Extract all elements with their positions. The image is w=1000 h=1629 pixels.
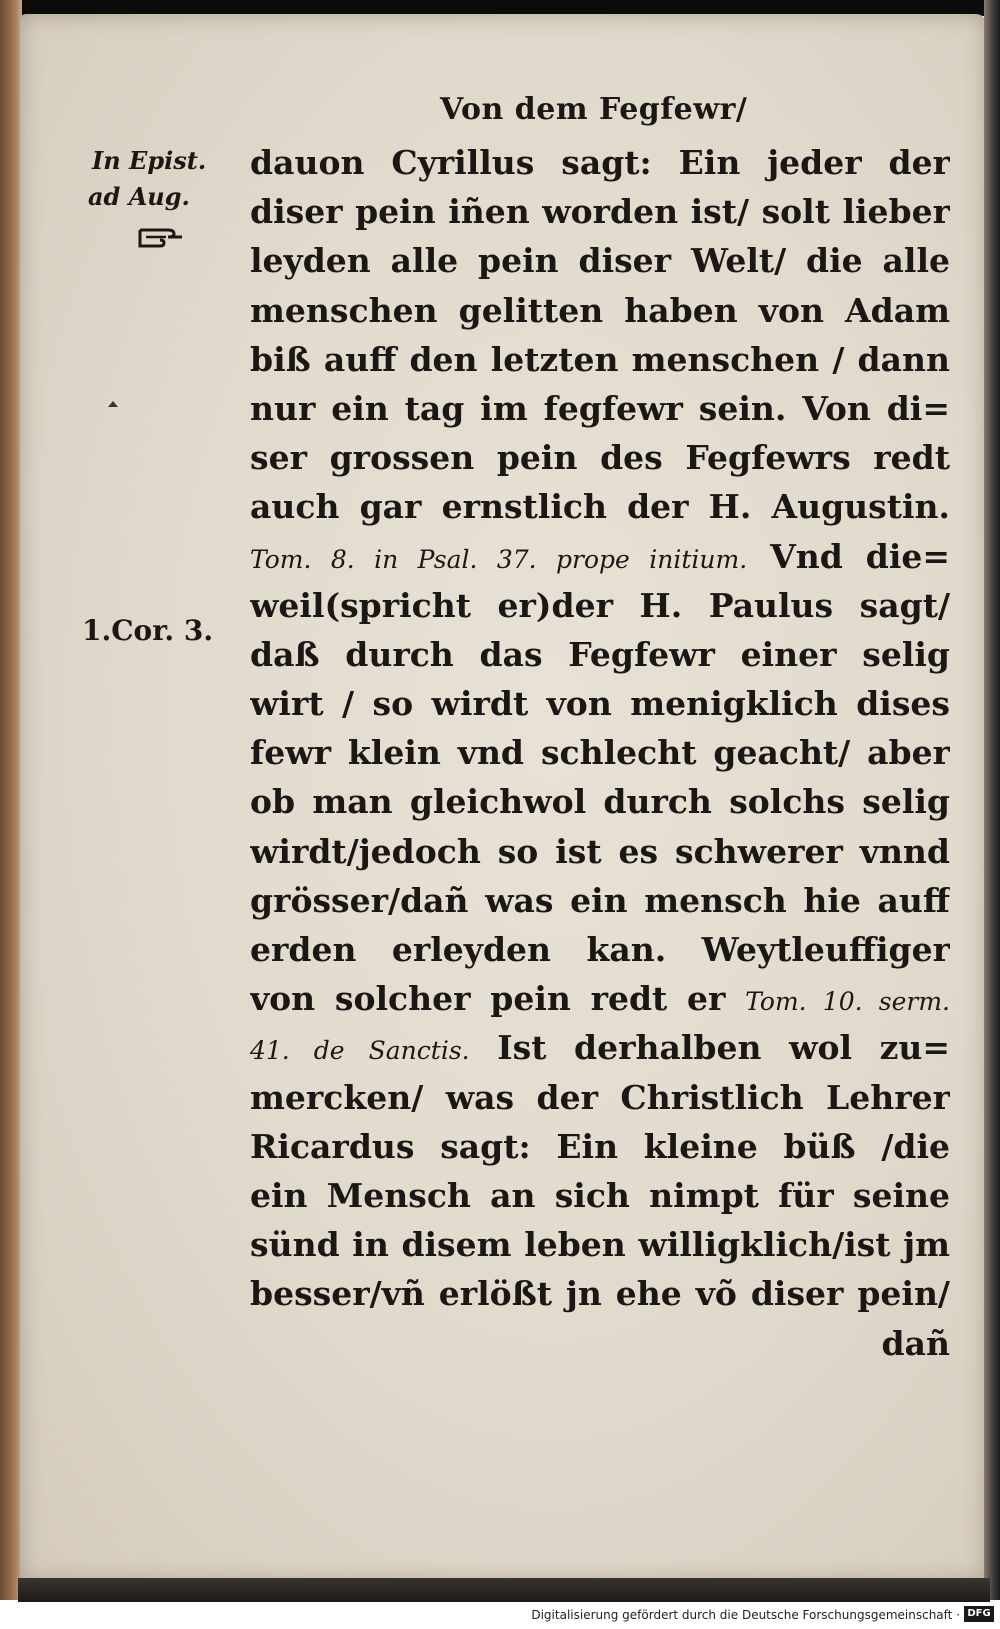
text-line-1: dauon Cyrillus sagt: Ein jeder der (250, 143, 950, 182)
text-line-21: Ricardus sagt: Ein kleine büß /die (250, 1126, 950, 1166)
text-line-13: fewr klein vnd schlecht geacht/ aber (250, 733, 950, 773)
latin-citation-2: Tom. 10. serm. (745, 987, 950, 1017)
text-line-5: biß auff den letzten menschen / dann (250, 339, 950, 379)
latin-citation-1: Tom. 8. in Psal. 37. prope initium. (250, 544, 748, 574)
running-title: Von dem Fegfewr/ (440, 92, 748, 127)
dfg-logo: DFG (964, 1606, 994, 1622)
text-line-18 (250, 974, 950, 1023)
catchword: dañ (881, 1323, 950, 1363)
scan-right-edge (984, 0, 1000, 1600)
text-line-14: ob man gleichwol durch solchs selig (250, 782, 950, 822)
scan-bottom-shadow (18, 1578, 990, 1602)
text-line-2: diser pein iñen worden ist/ solt lieber (250, 192, 950, 232)
text-line-10: weil(spricht er)der H. Paulus sagt/ (250, 585, 950, 625)
text-line-7: ser grossen pein des Fegfewrs redt (250, 438, 950, 478)
margin-mark-icon (108, 401, 118, 409)
text-line-23: sünd in disem leben willigklich/ist jm (250, 1225, 950, 1265)
text-line-9-main: Vnd die= (747, 536, 950, 576)
text-line-24: besser/vñ erlößt jn ehe võ diser pein/ (250, 1274, 950, 1314)
text-line-4: menschen gelitten haben von Adam (250, 290, 950, 330)
text-line-15: wirdt/jedoch so ist es schwerer vnnd (250, 831, 950, 871)
text-line-19-main: Ist derhalben wol zu= (469, 1028, 950, 1068)
text-line-22: ein Mensch an sich nimpt für seine (250, 1175, 950, 1215)
margin-note-aug: ad Aug. (88, 182, 190, 211)
text-line-6: nur ein tag im fegfewr sein. Von di= (250, 388, 950, 428)
margin-note-epist: In Epist. (92, 146, 207, 175)
text-line-9 (250, 532, 950, 581)
text-line-11: daß durch das Fegfewr einer selig (250, 634, 950, 674)
text-line-8: auch gar ernstlich der H. Augustin. (250, 487, 950, 527)
text-line-17: erden erleyden kan. Weytleuffiger (250, 930, 950, 969)
margin-note-cor: 1.Cor. 3. (82, 614, 214, 647)
text-line-3: leyden alle pein diser Welt/ die alle (250, 241, 950, 281)
text-line-19 (250, 1023, 950, 1072)
footer-credit: Digitalisierung gefördert durch die Deutsche Forschungsgemeinschaft · (531, 1608, 960, 1622)
body-text (250, 138, 950, 1368)
pointing-hand-icon (138, 224, 184, 250)
text-line-20: mercken/ was der Christlich Lehrer (250, 1077, 950, 1117)
latin-citation-3: 41. de Sanctis. (250, 1036, 470, 1066)
text-line-18-main: von solcher pein redt er (250, 979, 746, 1019)
text-line-16: grösser/dañ was ein mensch hie auff (250, 880, 950, 920)
text-line-12: wirt / so wirdt von menigklich dises (250, 684, 950, 724)
book-spine-edge (0, 0, 22, 1600)
